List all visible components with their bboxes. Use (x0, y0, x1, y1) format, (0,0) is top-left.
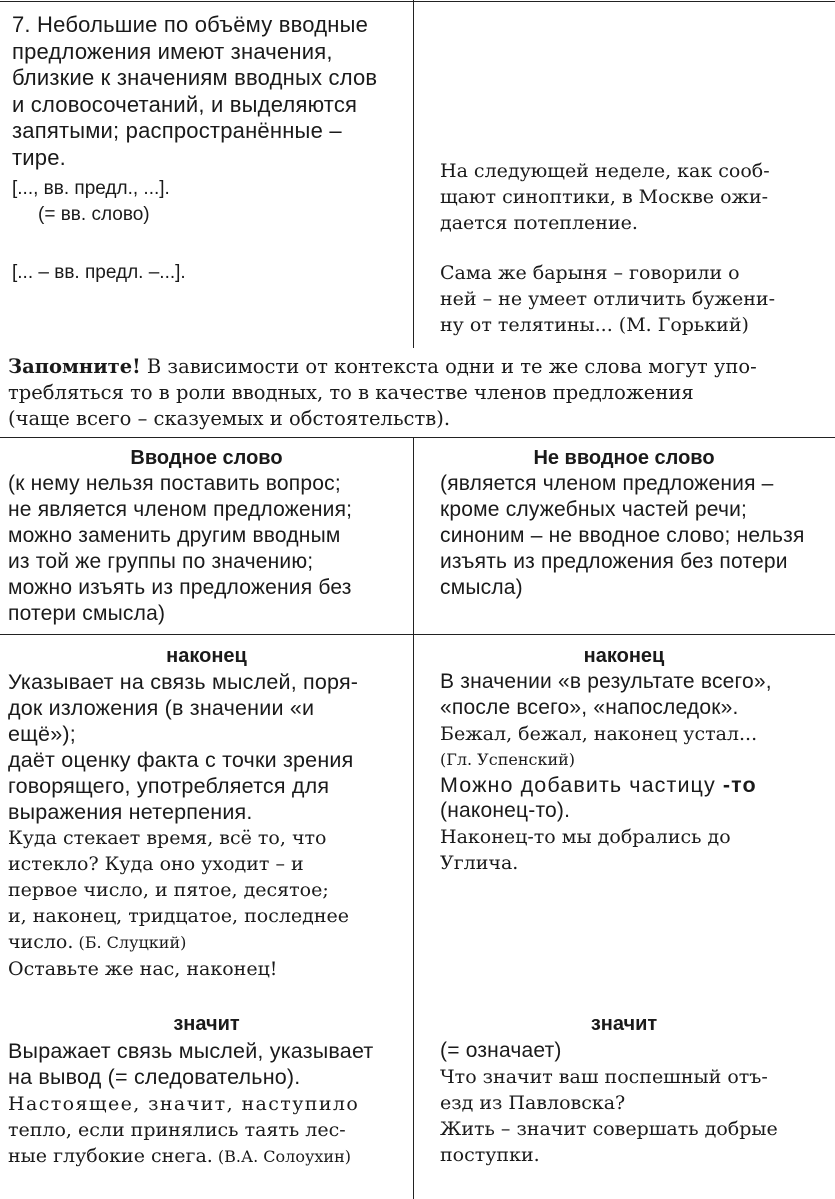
schema-1 (12, 176, 170, 228)
nakonec-right-line-1: В значении «в результате всего», (440, 670, 772, 693)
nakonec-left-description (8, 669, 358, 825)
example-2-line: Сама же барыня – говорили о (440, 262, 740, 284)
remember-line-1 (8, 354, 828, 380)
znachit-left-example (8, 1091, 359, 1170)
rule-7-line: и словосочетаний, и выделяются (12, 91, 358, 117)
rule-7-line: предложения имеют значения, (12, 38, 333, 64)
header-left-line: (к нему нельзя поставить вопрос; (8, 472, 341, 495)
nakonec-left-example-line: истекло? Куда оно уходит – и (8, 853, 304, 875)
znachit-right-example-line: езд из Павловска? (440, 1092, 626, 1114)
nakonec-left-line: док изложения (в значении «и (8, 696, 315, 720)
znachit-left-example-line: ные глубокие снега. (8, 1145, 213, 1167)
nakonec-left-example-last (8, 929, 349, 956)
nakonec-right-particle-line (440, 772, 772, 798)
znachit-right-synonym: (= означает) (440, 1039, 562, 1062)
header-left-line: потери смысла) (8, 602, 166, 625)
example-1-line: На следующей неделе, как сооб- (440, 160, 770, 182)
nakonec-right-source: (Гл. Успенский) (440, 750, 576, 769)
znachit-left-example-line: Настоящее, значит, наступило (8, 1093, 360, 1115)
remember-note (8, 354, 828, 432)
header-left-title: Вводное слово (130, 447, 283, 469)
remember-text-1: В зависимости от контекста одни и те же слова могут упо- (140, 355, 757, 378)
rule-7-line: близкие к значениям вводных слов (12, 65, 378, 90)
header-right-line: изъять из предложения без потери (440, 550, 788, 573)
znachit-left-line: на вывод (= следовательно). (8, 1065, 301, 1089)
example-2-line: ну от телятины... (М. Горький) (440, 314, 749, 336)
example-2 (440, 260, 775, 338)
example-1-line: щают синоптики, в Москве ожи- (440, 186, 769, 208)
schema-2-formula: [... – вв. предл. –...]. (12, 262, 186, 283)
nakonec-left-example (8, 825, 349, 982)
nakonec-right-example2-line-2: Углича. (440, 852, 519, 874)
nakonec-right-title: наконец (583, 645, 665, 667)
nakonec-left-example-line: Куда стекает время, всё то, что (8, 827, 327, 849)
nakonec-right-particle: -то (722, 773, 757, 797)
znachit-right-example-line: Жить – значит совершать добрые (440, 1118, 778, 1140)
nakonec-left-example-line: число. (8, 931, 74, 953)
schema-2 (12, 260, 186, 286)
znachit-right-example-line: поступки. (440, 1144, 540, 1166)
row-divider (0, 634, 835, 635)
nakonec-right-line-2: «после всего», «напоследок». (440, 696, 739, 719)
example-1-line: дается потепление. (440, 212, 638, 234)
header-left-line: можно заменить другим вводным (8, 524, 341, 547)
header-left-description (8, 471, 352, 627)
header-right-title: Не вводное слово (533, 447, 715, 469)
nakonec-right-particle-example: (наконец-то). (440, 799, 571, 822)
znachit-left-description (8, 1038, 373, 1090)
nakonec-left-extra: Оставьте же нас, наконец! (8, 958, 278, 980)
top-border-line (0, 1, 835, 2)
column-divider-top (413, 0, 414, 348)
schema-1-formula: [..., вв. предл., ...]. (12, 178, 170, 199)
nakonec-left-line: говорящего, употребляется для (8, 774, 330, 798)
znachit-left-source: (В.А. Солоухин) (212, 1147, 351, 1166)
nakonec-right-example2-line-1: Наконец-то мы добрались до (440, 826, 731, 848)
nakonec-left-source: (Б. Слуцкий) (73, 933, 187, 952)
znachit-left-line: Выражает связь мыслей, указывает (8, 1039, 374, 1063)
column-divider-main (413, 437, 414, 1199)
header-right-description (440, 471, 805, 601)
table-top-border (0, 437, 835, 438)
nakonec-left-example-line: первое число, и пятое, десятое; (8, 879, 329, 901)
remember-label: Запомните! (8, 355, 141, 378)
znachit-left-example-last (8, 1143, 359, 1170)
nakonec-right-example: Бежал, бежал, наконец устал... (440, 723, 758, 745)
header-left-line: из той же группы по значению; (8, 550, 314, 573)
remember-line-2: требляться то в роли вводных, то в качестве членов предложения (8, 381, 694, 404)
nakonec-left-line: ещё»); (8, 722, 76, 746)
znachit-left-example-line: тепло, если принялись таять лес- (8, 1119, 346, 1141)
rule-7-text (12, 12, 392, 171)
znachit-left-title: значит (173, 1013, 240, 1035)
rule-7-line: запятыми; распространённые – (12, 118, 342, 143)
rule-7-line: 7. Небольшие по объёму вводные (12, 12, 369, 37)
schema-1-note: (= вв. слово) (38, 204, 150, 225)
nakonec-left-line: Указывает на связь мыслей, поря- (8, 670, 359, 694)
nakonec-right-particle-text: Можно добавить частицу (440, 773, 723, 797)
znachit-right-title: значит (590, 1013, 658, 1035)
znachit-right-block (440, 1038, 778, 1168)
example-1 (440, 158, 770, 236)
header-left-line: можно изъять из предложения без (8, 576, 352, 599)
nakonec-left-line: даёт оценку факта с точки зрения (8, 748, 354, 772)
header-right-line: смысла) (440, 576, 523, 599)
nakonec-left-line: выражения нетерпения. (8, 800, 253, 824)
example-2-line: ней – не умеет отличить бужени- (440, 288, 775, 310)
remember-line-3: (чаще всего – сказуемых и обстоятельств). (8, 407, 451, 430)
nakonec-left-title: наконец (166, 645, 247, 667)
header-left-line: не является членом предложения; (8, 498, 353, 521)
header-right-line: (является членом предложения – (440, 472, 774, 495)
znachit-right-example-line: Что значит ваш поспешный отъ- (440, 1066, 768, 1088)
nakonec-right-block (440, 669, 772, 876)
rule-7-line: тире. (12, 144, 66, 170)
header-right-line: синоним – не вводное слово; нельзя (440, 524, 805, 547)
nakonec-left-example-line: и, наконец, тридцатое, последнее (8, 905, 350, 927)
header-right-line: кроме служебных частей речи; (440, 498, 748, 521)
